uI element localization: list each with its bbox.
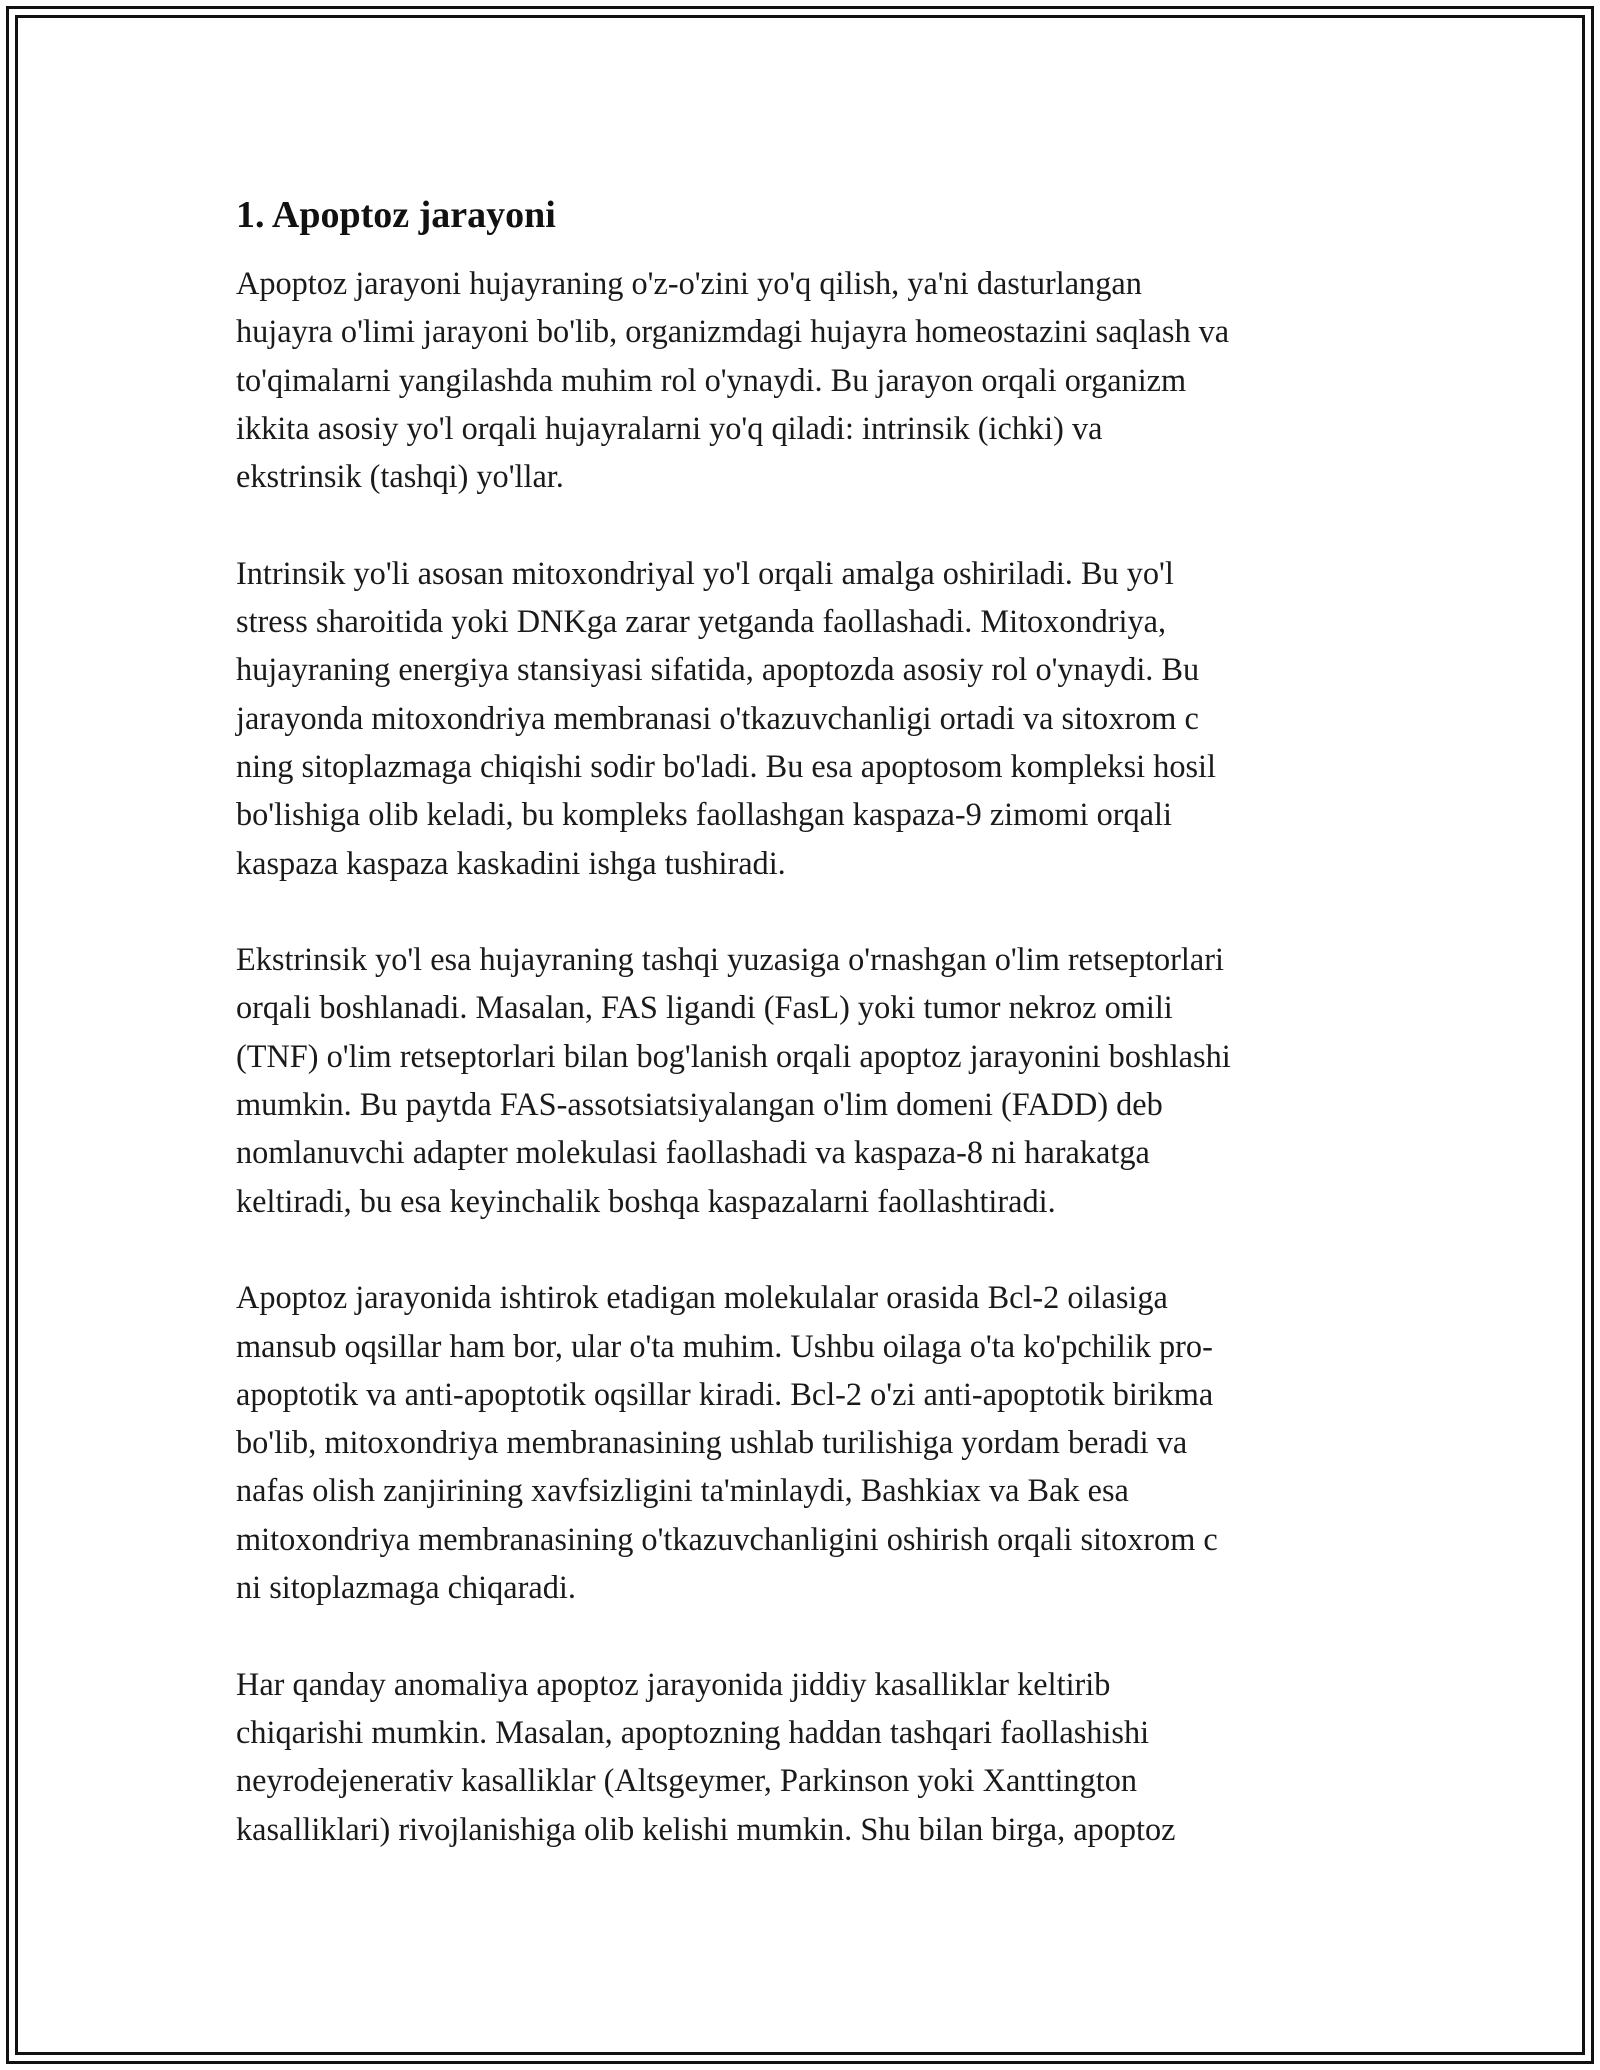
paragraph-anomalies: Har qanday anomaliya apoptoz jarayonida jiddiy kasalliklar keltirib chiqarishi mumkin. Masalan, apoptozning haddan tashqari faollashishi neyrodejenerativ kasalliklar (Altsgeymer, Parkinson yoki Xanttington kasalliklari) rivojlanishiga olib kelishi mumkin. Shu bilan birga, apoptoz (236, 1665, 1176, 1847)
section-heading: 1. Apoptoz jarayoni (236, 194, 556, 236)
document-body (236, 185, 1366, 1901)
paragraph-extrinsic-pathway: Ekstrinsik yo'l esa hujayraning tashqi yuzasiga o'rnashgan o'lim retseptorlari orqali boshlanadi. Masalan, FAS ligandi (FasL) yoki tumor nekroz omili (TNF) o'lim retseptorlari bilan bog'lanish orqali apoptoz jarayonini boshlashi mumkin. Bu paytda FAS-assotsiatsiyalangan o'lim domeni (FADD) deb nomlanuvchi adapter molekulasi faollashadi va kaspaza-8 ni harakatga keltiradi, bu esa keyinchalik boshqa kaspazalarni faollashtiradi. (236, 941, 1231, 1219)
paragraph-bcl2-family: Apoptoz jarayonida ishtirok etadigan molekulalar orasida Bcl-2 oilasiga mansub oqsillar ham bor, ular o'ta muhim. Ushbu oilaga o'ta ko'pchilik pro- apoptotik va anti-apoptotik oqsillar kiradi. Bcl-2 o'zi anti-apoptotik birikma bo'lib, mitoxondriya membranasining ushlab turilishiga yordam beradi va nafas olish zanjirining xavfsizligini ta'minlaydi, Bashkiax va Bak esa mitoxondriya membranasining o'tkazuvchanligini oshirish orqali sitoxrom c ni sitoplazmaga chiqaradi. (236, 1279, 1218, 1606)
paragraph-intrinsic-pathway: Intrinsik yo'li asosan mitoxondriyal yo'l orqali amalga oshiriladi. Bu yo'l stress sharoitida yoki DNKga zarar yetganda faollashadi. Mitoxondriya, hujayraning energiya stansiyasi sifatida, apoptozda asosiy rol o'ynaydi. Bu jarayonda mitoxondriya membranasi o'tkazuvchanligi ortadi va sitoxrom c ning sitoplazmaga chiqishi sodir bo'ladi. Bu esa apoptosom kompleksi hosil bo'lishiga olib keladi, bu kompleks faollashgan kaspaza-9 zimomi orqali kaspaza kaspaza kaskadini ishga tushiradi. (236, 554, 1217, 881)
paragraph-intro: Apoptoz jarayoni hujayraning o'z-o'zini yo'q qilish, ya'ni dasturlangan hujayra o'limi jarayoni bo'lib, organizmdagi hujayra homeostazini saqlash va to'qimalarni yangilashda muhim rol o'ynaydi. Bu jarayon orqali organizm ikkita asosiy yo'l orqali hujayralarni yo'q qiladi: intrinsik (ichki) va ekstrinsik (tashqi) yo'llar. (236, 265, 1230, 495)
